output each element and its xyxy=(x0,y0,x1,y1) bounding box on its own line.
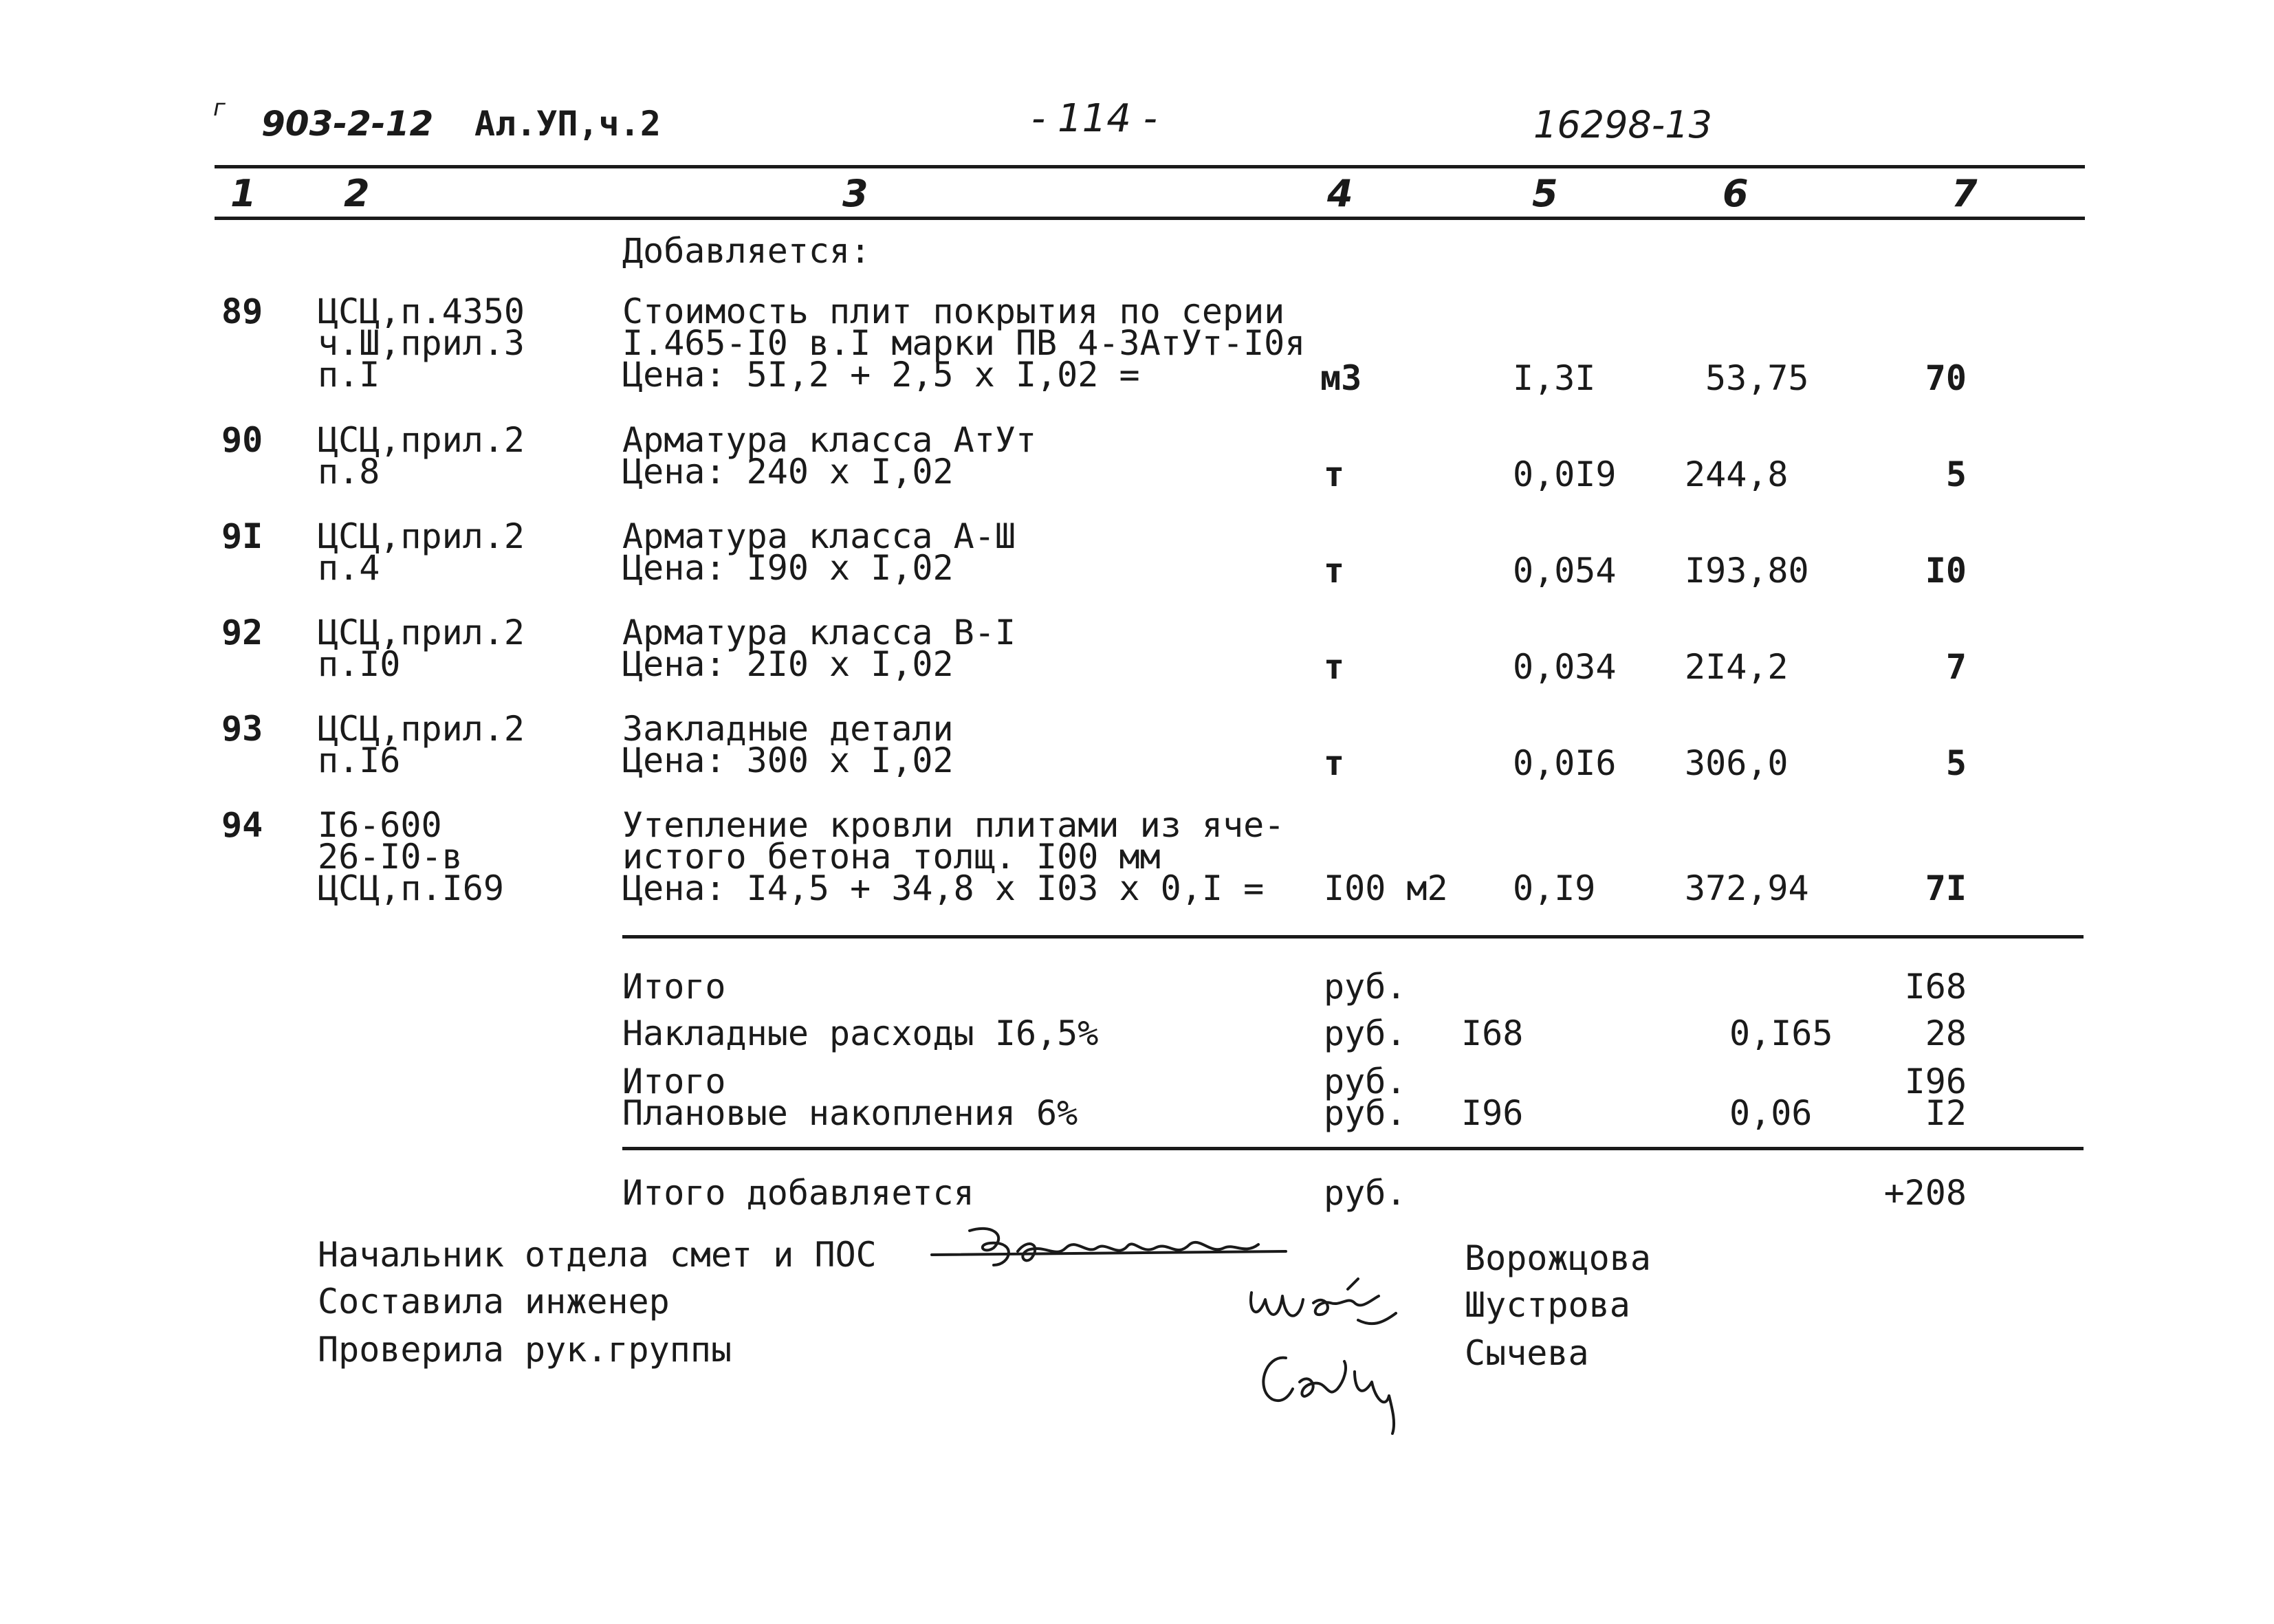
row-ref: ЦСЦ,прил.2 xyxy=(318,516,525,556)
col-1-header: 1 xyxy=(230,172,256,215)
signer-role: Проверила рук.группы xyxy=(318,1330,732,1370)
col-5-header: 5 xyxy=(1532,172,1558,215)
summary-unit: руб. xyxy=(1324,1013,1407,1053)
row-description: Цена: 240 х I,02 xyxy=(622,452,954,492)
row-total: 70 xyxy=(1925,358,1967,398)
row-unit: т xyxy=(1324,454,1345,494)
row-total: 7 xyxy=(1945,647,1967,687)
summary-total: I96 xyxy=(1904,1062,1967,1101)
row-description: истого бетона толщ. I00 мм xyxy=(622,837,1161,877)
row-number: 89 xyxy=(221,292,263,331)
row-ref: ЦСЦ,п.I69 xyxy=(318,868,504,908)
row-total: 5 xyxy=(1945,743,1967,783)
row-ref: п.4 xyxy=(318,548,380,588)
row-ref: ЦСЦ,прил.2 xyxy=(318,709,525,749)
row-quantity: 0,I9 xyxy=(1513,868,1596,908)
row-price: 2I4,2 xyxy=(1685,647,1789,687)
header-rule-bottom xyxy=(215,217,2085,220)
row-unit: I00 м2 xyxy=(1324,868,1448,908)
row-description: Цена: I90 х I,02 xyxy=(622,548,954,588)
row-quantity: 0,054 xyxy=(1513,551,1617,591)
row-description: Цена: 300 х I,02 xyxy=(622,740,954,780)
summary-unit: руб. xyxy=(1324,1093,1407,1133)
row-ref: ч.Ш,прил.3 xyxy=(318,323,525,363)
row-description: Цена: 2I0 х I,02 xyxy=(622,644,954,684)
row-quantity: 0,0I6 xyxy=(1513,743,1617,783)
summary-label: Итого xyxy=(622,967,726,1007)
summary-unit: руб. xyxy=(1324,967,1407,1007)
signer-name: Шустрова xyxy=(1465,1285,1630,1325)
summary-unit: руб. xyxy=(1324,1062,1407,1101)
row-description: Цена: 5I,2 + 2,5 х I,02 = xyxy=(622,355,1140,395)
row-number: 94 xyxy=(221,805,263,845)
row-ref: п.I xyxy=(318,355,380,395)
row-price: 372,94 xyxy=(1685,868,1809,908)
row-description: Стоимость плит покрытия по серии xyxy=(622,292,1285,331)
row-total: I0 xyxy=(1925,551,1967,591)
signer-name: Ворожцова xyxy=(1465,1238,1651,1278)
header-rule-top xyxy=(215,165,2085,168)
summary-base: I96 xyxy=(1461,1093,1524,1133)
row-number: 93 xyxy=(221,709,263,749)
col-6-header: 6 xyxy=(1723,172,1749,215)
row-unit: т xyxy=(1324,551,1345,591)
summary-label: Накладные расходы I6,5% xyxy=(622,1013,1099,1053)
row-price: I93,80 xyxy=(1685,551,1809,591)
signer-name: Сычева xyxy=(1465,1333,1589,1373)
row-quantity: 0,034 xyxy=(1513,647,1617,687)
row-unit: м3 xyxy=(1320,358,1362,398)
row-number: 9I xyxy=(221,516,263,556)
col-2-header: 2 xyxy=(344,172,370,215)
row-quantity: 0,0I9 xyxy=(1513,454,1617,494)
row-ref: п.8 xyxy=(318,452,380,492)
summary-label: Итого xyxy=(622,1062,726,1101)
row-ref: ЦСЦ,п.4350 xyxy=(318,292,525,331)
row-total: 7I xyxy=(1925,868,1967,908)
row-ref: ЦСЦ,прил.2 xyxy=(318,420,525,460)
doc-code: 903-2-12 xyxy=(261,104,434,144)
summary-rate: 0,06 xyxy=(1729,1093,1813,1133)
col-3-header: 3 xyxy=(842,172,868,215)
row-ref: п.I6 xyxy=(318,740,401,780)
signer-role: Составила инженер xyxy=(318,1282,670,1321)
summary-rule-top xyxy=(622,935,2084,939)
signature-shustrova xyxy=(1238,1265,1403,1348)
page-number: - 114 - xyxy=(1031,96,1157,141)
row-ref: 26-I0-в xyxy=(318,837,463,877)
col-4-header: 4 xyxy=(1327,172,1353,215)
row-price: 53,75 xyxy=(1705,358,1809,398)
row-description: Утепление кровли плитами из яче- xyxy=(622,805,1285,845)
row-unit: т xyxy=(1324,743,1345,783)
grand-total-label: Итого добавляется xyxy=(622,1173,974,1213)
row-ref: ЦСЦ,прил.2 xyxy=(318,613,525,652)
doc-number: 16298-13 xyxy=(1533,103,1712,146)
row-unit: т xyxy=(1324,647,1345,687)
row-description: Закладные детали xyxy=(622,709,954,749)
section-title: Добавляется: xyxy=(622,231,871,271)
summary-rule-bottom xyxy=(622,1147,2084,1150)
row-description: Арматура класса АтУт xyxy=(622,420,1037,460)
grand-total-unit: руб. xyxy=(1324,1173,1407,1213)
row-ref: п.I0 xyxy=(318,644,401,684)
corner-mark: г xyxy=(213,94,226,122)
row-description: Арматура класса В-I xyxy=(622,613,1016,652)
row-price: 244,8 xyxy=(1685,454,1789,494)
summary-total: 28 xyxy=(1925,1013,1967,1053)
col-7-header: 7 xyxy=(1952,172,1978,215)
grand-total-value: +208 xyxy=(1883,1173,1967,1213)
row-number: 92 xyxy=(221,613,263,652)
summary-label: Плановые накопления 6% xyxy=(622,1093,1078,1133)
signature-sycheva xyxy=(1251,1341,1410,1437)
row-description: Цена: I4,5 + 34,8 х I03 х 0,I = xyxy=(622,868,1265,908)
row-price: 306,0 xyxy=(1685,743,1789,783)
summary-rate: 0,I65 xyxy=(1729,1013,1833,1053)
row-number: 90 xyxy=(221,420,263,460)
summary-total: I68 xyxy=(1904,967,1967,1007)
album-ref: Ал.УП,ч.2 xyxy=(474,104,661,144)
signer-role: Начальник отдела смет и ПОС xyxy=(318,1235,877,1275)
row-ref: I6-600 xyxy=(318,805,442,845)
row-total: 5 xyxy=(1945,454,1967,494)
summary-total: I2 xyxy=(1925,1093,1967,1133)
row-description: Арматура класса А-Ш xyxy=(622,516,1016,556)
row-description: I.465-I0 в.I марки ПВ 4-3АтУт-I0я xyxy=(622,323,1306,363)
summary-base: I68 xyxy=(1461,1013,1524,1053)
row-quantity: I,3I xyxy=(1513,358,1596,398)
